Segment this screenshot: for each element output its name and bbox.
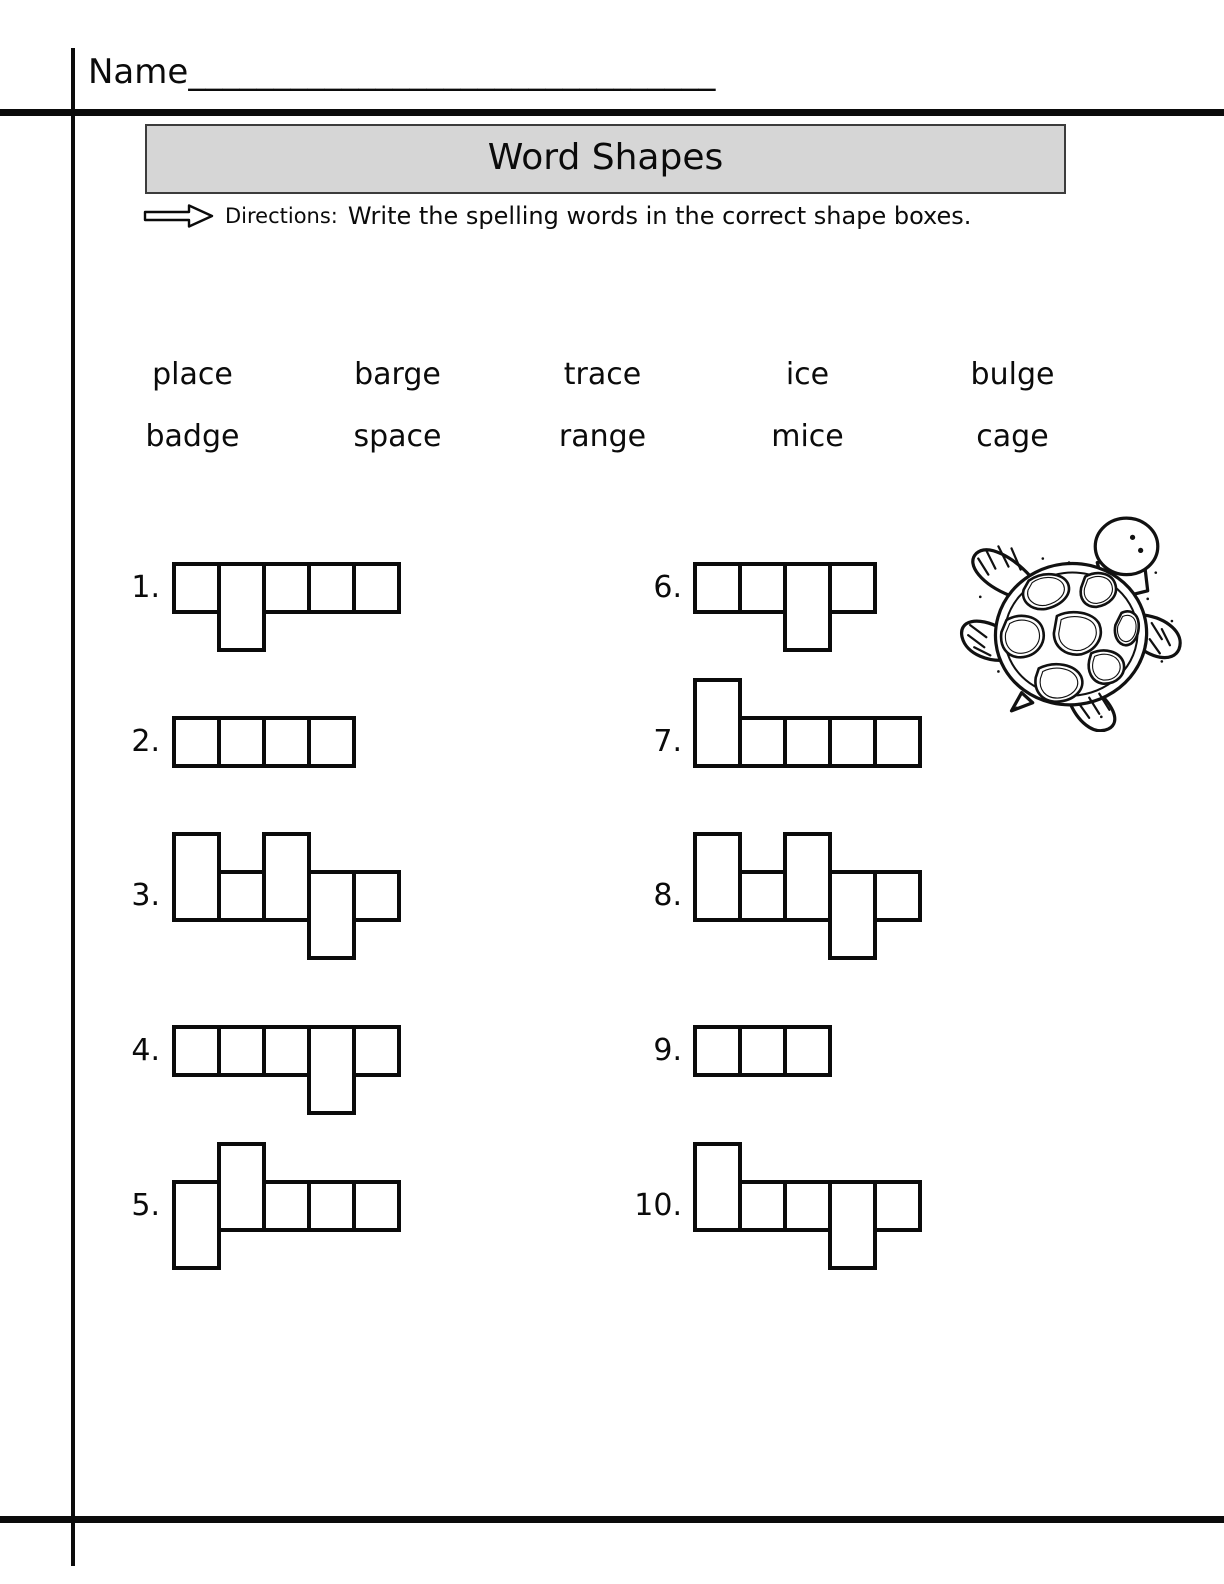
letter-box-normal[interactable] [783, 1180, 832, 1232]
word-bank-word: badge [145, 419, 240, 454]
letter-box-normal[interactable] [828, 716, 877, 768]
word-shape-10 [693, 1142, 922, 1270]
word-bank-word: place [152, 357, 233, 392]
word-shape-6 [693, 524, 877, 652]
letter-box-normal[interactable] [873, 870, 922, 922]
letter-box-normal[interactable] [172, 1025, 221, 1077]
shape-number: 4. [131, 1033, 160, 1068]
shape-number: 3. [131, 878, 160, 913]
letter-box-normal[interactable] [352, 1025, 401, 1077]
letter-box-normal[interactable] [693, 562, 742, 614]
letter-box-descender[interactable] [172, 1180, 221, 1270]
letter-box-ascender[interactable] [693, 678, 742, 768]
letter-box-normal[interactable] [873, 1180, 922, 1232]
letter-box-normal[interactable] [693, 1025, 742, 1077]
letter-box-normal[interactable] [262, 1025, 311, 1077]
turtle-head [1095, 518, 1158, 574]
word-shape-3 [172, 832, 401, 960]
directions-label: Directions: [225, 204, 338, 228]
letter-box-ascender[interactable] [783, 832, 832, 922]
letter-box-ascender[interactable] [172, 832, 221, 922]
word-bank-word: space [353, 419, 442, 454]
word-bank-word: barge [354, 357, 441, 392]
word-bank-word: range [558, 419, 647, 454]
letter-box-normal[interactable] [783, 1025, 832, 1077]
letter-box-normal[interactable] [738, 716, 787, 768]
letter-box-descender[interactable] [307, 870, 356, 960]
header-rule [0, 109, 1224, 116]
footer-rule [0, 1516, 1224, 1523]
shape-number: 7. [653, 724, 682, 759]
letter-box-normal[interactable] [352, 1180, 401, 1232]
name-label: Name [88, 52, 189, 92]
letter-box-descender[interactable] [828, 870, 877, 960]
word-bank-word: ice [785, 357, 830, 392]
letter-box-normal[interactable] [352, 562, 401, 614]
word-bank-word: cage [976, 419, 1049, 454]
shape-number: 6. [653, 570, 682, 605]
letter-box-descender[interactable] [783, 562, 832, 652]
letter-box-normal[interactable] [738, 1025, 787, 1077]
turtle-icon [950, 500, 1182, 732]
word-bank-word: trace [563, 357, 642, 392]
letter-box-ascender[interactable] [693, 832, 742, 922]
name-row [88, 52, 715, 92]
word-shape-7 [693, 678, 922, 806]
word-bank-word: mice [771, 419, 844, 454]
letter-box-normal[interactable] [738, 562, 787, 614]
letter-box-normal[interactable] [352, 870, 401, 922]
letter-box-ascender[interactable] [262, 832, 311, 922]
word-shape-4 [172, 987, 401, 1115]
letter-box-normal[interactable] [307, 1180, 356, 1232]
letter-box-normal[interactable] [262, 716, 311, 768]
letter-box-descender[interactable] [828, 1180, 877, 1270]
shape-number: 5. [131, 1188, 160, 1223]
directions-text: Write the spelling words in the correct shape boxes. [347, 202, 972, 230]
left-margin-rule [71, 48, 75, 1566]
page-title: Word Shapes [487, 137, 724, 178]
letter-box-descender[interactable] [217, 562, 266, 652]
shape-number: 1. [131, 570, 160, 605]
letter-box-normal[interactable] [307, 562, 356, 614]
word-shape-5 [172, 1142, 401, 1270]
letter-box-normal[interactable] [172, 716, 221, 768]
letter-box-ascender[interactable] [693, 1142, 742, 1232]
word-shape-2 [172, 678, 356, 806]
title-banner [145, 124, 1066, 194]
word-shape-1 [172, 524, 401, 652]
letter-box-normal[interactable] [738, 1180, 787, 1232]
letter-box-normal[interactable] [738, 870, 787, 922]
letter-box-ascender[interactable] [217, 1142, 266, 1232]
letter-box-normal[interactable] [783, 716, 832, 768]
letter-box-normal[interactable] [262, 562, 311, 614]
letter-box-normal[interactable] [217, 1025, 266, 1077]
letter-box-normal[interactable] [217, 716, 266, 768]
shape-number: 9. [653, 1033, 682, 1068]
letter-box-normal[interactable] [828, 562, 877, 614]
letter-box-normal[interactable] [172, 562, 221, 614]
right-arrow-icon [143, 203, 215, 229]
directions-row [143, 202, 971, 230]
shape-number: 2. [131, 724, 160, 759]
word-bank [90, 352, 1115, 476]
shape-number: 8. [653, 878, 682, 913]
word-shape-9 [693, 987, 832, 1115]
word-shape-8 [693, 832, 922, 960]
letter-box-descender[interactable] [307, 1025, 356, 1115]
shape-number: 10. [634, 1188, 682, 1223]
letter-box-normal[interactable] [262, 1180, 311, 1232]
name-blank-line[interactable]: _______________________________ [188, 52, 716, 92]
letter-box-normal[interactable] [307, 716, 356, 768]
word-bank-word: bulge [970, 357, 1055, 392]
letter-box-normal[interactable] [873, 716, 922, 768]
letter-box-normal[interactable] [217, 870, 266, 922]
